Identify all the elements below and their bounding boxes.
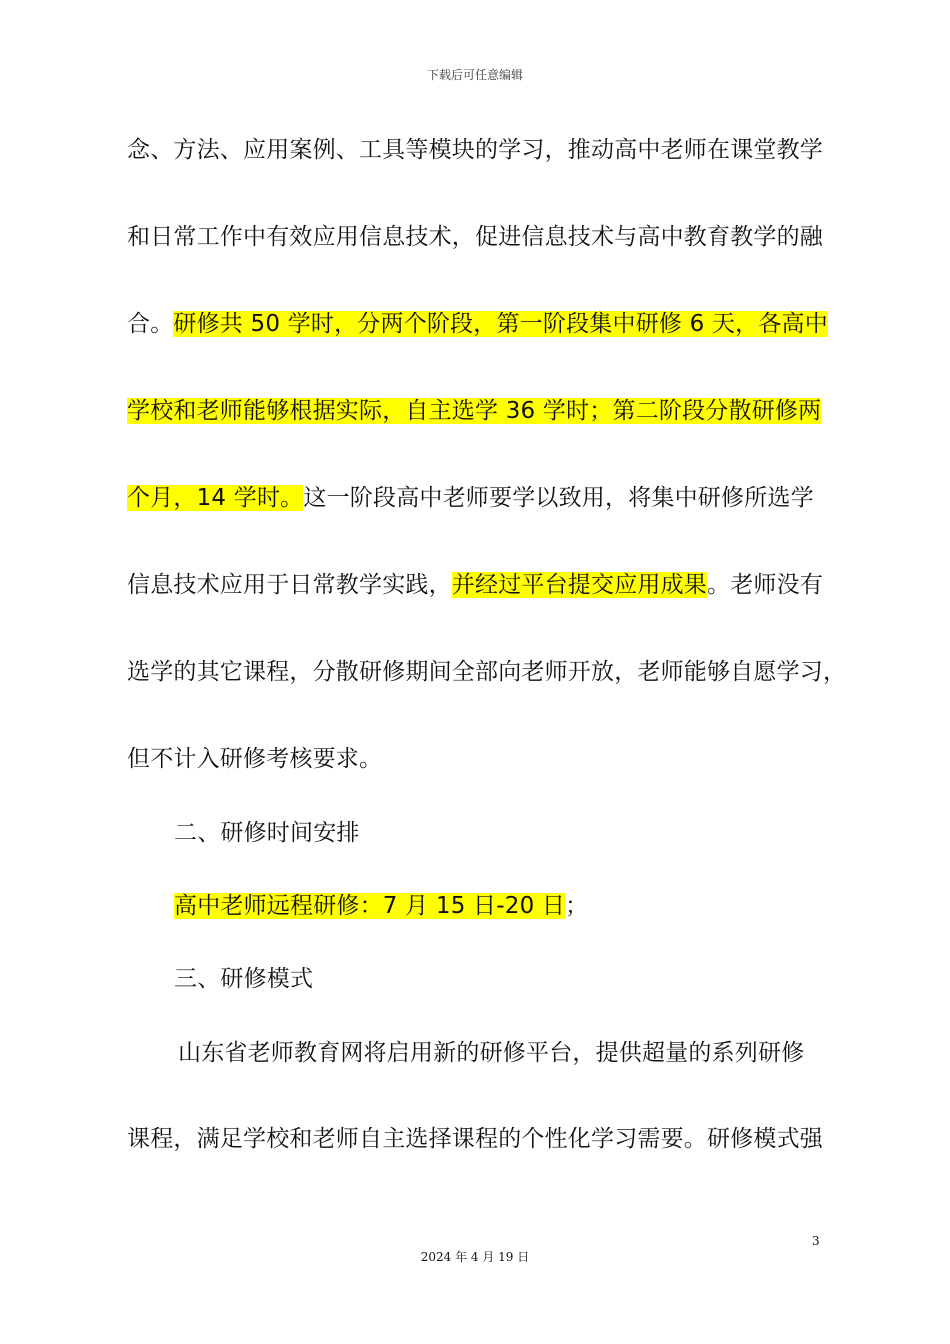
body-line-9: 山东省老师教育网将启用新的研修平台，提供超量的系列研修	[178, 1040, 805, 1066]
body-line-3	[127, 307, 828, 341]
body-text: 。老师没有	[707, 572, 824, 598]
body-line-5	[127, 481, 814, 515]
highlighted-text: 研修共 50 学时，分两个阶段，第一阶段集中研修 6 天，各高中	[173, 311, 828, 337]
body-line-4	[127, 394, 821, 428]
section-heading-schedule: 二、研修时间安排	[174, 820, 360, 846]
body-text: 合。	[127, 311, 174, 337]
body-text: ；	[565, 893, 589, 919]
page-number: 3	[812, 1234, 820, 1248]
body-line-10: 课程，满足学校和老师自主选择课程的个性化学习需要。研修模式强	[127, 1126, 823, 1152]
highlighted-text: 学校和老师能够根据实际，自主选学 36 学时；第二阶段分散研修两	[127, 398, 822, 424]
highlighted-text: 高中老师远程研修：7 月 15 日-20 日	[174, 893, 566, 919]
body-line-8: 但不计入研修考核要求。	[127, 746, 383, 772]
schedule-line	[174, 889, 588, 923]
body-line-6	[127, 568, 823, 602]
body-line-1: 念、方法、应用案例、工具等模块的学习，推动高中老师在课堂教学	[127, 137, 823, 163]
body-text: 信息技术应用于日常教学实践，	[127, 572, 452, 598]
page-footer-date: 2024 年 4 月 19 日	[420, 1250, 530, 1264]
body-line-2: 和日常工作中有效应用信息技术，促进信息技术与高中教育教学的融	[127, 224, 823, 250]
section-heading-mode: 三、研修模式	[174, 966, 314, 992]
highlighted-text: 个月，14 学时。	[127, 485, 304, 511]
body-text: 这一阶段高中老师要学以致用，将集中研修所选学	[303, 485, 814, 511]
body-line-7: 选学的其它课程，分散研修期间全部向老师开放，老师能够自愿学习，	[127, 659, 847, 685]
page-header: 下载后可任意编辑	[426, 68, 523, 82]
highlighted-text: 并经过平台提交应用成果	[451, 572, 708, 598]
